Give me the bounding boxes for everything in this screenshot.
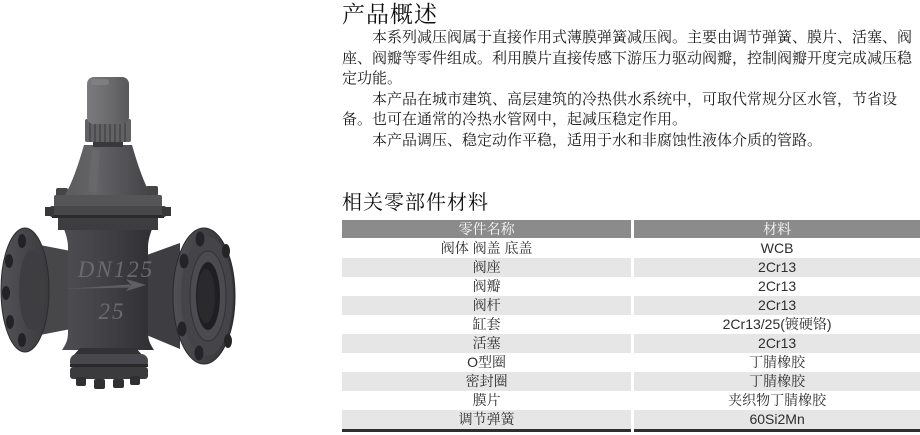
part-name-cell: O型圈 [467, 354, 507, 370]
material-cell: 2Cr13 [633, 258, 920, 277]
valve-adjusting-knob [85, 77, 131, 147]
materials-row [342, 296, 920, 315]
material-cell: 60Si2Mn [633, 410, 920, 431]
material-cell: 2Cr13 [633, 296, 920, 315]
part-name-cell: 阀体 阀盖 底盖 [440, 240, 533, 256]
valve-right-flange [144, 228, 235, 364]
overview-paragraph: 本产品调压、稳定动作平稳，适用于水和非腐蚀性液体介质的管路。 [372, 131, 823, 149]
material-cell: 2Cr13/25(镀硬铬) [633, 315, 920, 334]
valve-illustration [0, 0, 300, 435]
part-name-cell: 阀座 [342, 258, 633, 277]
materials-row [342, 353, 920, 372]
part-name-cell: 阀杆 [342, 296, 633, 315]
overview-paragraph: 本系列减压阀属于直接作用式薄膜弹簧减压阀。主要由调节弹簧、膜片、活塞、阀座、阀瓣等零件组成。利用膜片直接传感下游压力驱动阀瓣，控制阀瓣开度完成减压稳定功能。 [342, 29, 913, 87]
valve-size-marking: DN125 [77, 257, 155, 282]
overview-title: 产品概述 [342, 1, 438, 27]
material-cell: 2Cr13 [633, 277, 920, 296]
valve-left-flange [1, 228, 76, 352]
materials-row [342, 391, 920, 410]
column-header-material: 材料 [633, 219, 920, 239]
material-cell: WCB [633, 239, 920, 259]
column-header-part-name: 零件名称 [342, 219, 633, 239]
material-cell: 2Cr13 [633, 334, 920, 353]
part-name-cell: 缸套 [472, 316, 501, 332]
valve-product-image [0, 0, 300, 435]
materials-row [342, 315, 920, 334]
overview-text [342, 28, 920, 151]
part-name-cell: 调节弹簧 [342, 410, 633, 431]
part-name-cell: 膜片 [472, 392, 501, 408]
materials-row [342, 372, 920, 391]
valve-bottom-cap [70, 348, 148, 389]
part-name-cell: 活塞 [342, 334, 633, 353]
part-name-cell: 阀瓣 [472, 278, 501, 294]
materials-table [342, 218, 920, 432]
materials-header-row [342, 219, 920, 239]
material-cell: 夹织物丁腈橡胶 [633, 391, 920, 410]
materials-row [342, 334, 920, 353]
materials-table-body [342, 239, 920, 431]
part-name-cell: 密封圈 [342, 372, 633, 391]
materials-row [342, 258, 920, 277]
materials-row [342, 410, 920, 431]
valve-class-marking: 25 [98, 299, 126, 324]
content-column [342, 0, 920, 432]
materials-title: 相关零部件材料 [342, 192, 489, 214]
materials-row [342, 277, 920, 296]
valve-spring-housing [65, 145, 151, 195]
overview-paragraph: 本产品在城市建筑、高层建筑的冷热供水系统中，可取代常规分区水管，节省设备。也可在通常的冷热水管网中，起减压稳定作用。 [342, 90, 898, 128]
material-cell: 丁腈橡胶 [633, 372, 920, 391]
materials-row [342, 239, 920, 259]
material-cell: 丁腈橡胶 [633, 353, 920, 372]
